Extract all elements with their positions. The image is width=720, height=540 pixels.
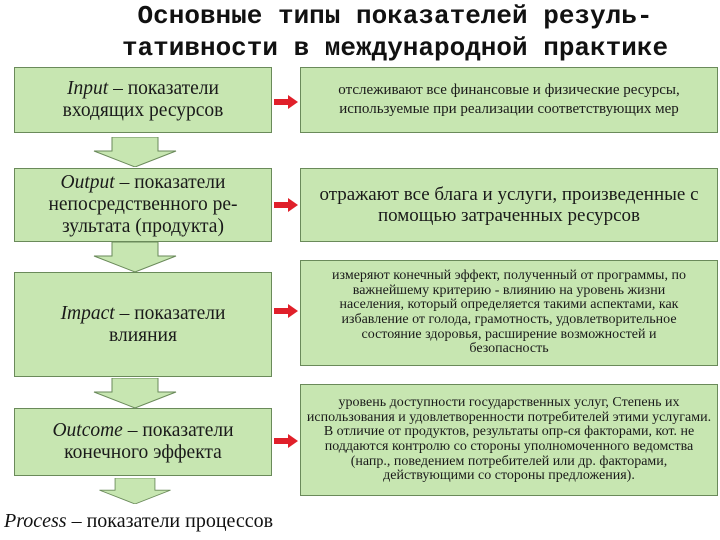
input-label-rest: – показатели xyxy=(108,78,219,99)
arrow-down-icon xyxy=(90,137,180,167)
outcome-box xyxy=(14,408,272,476)
output-box xyxy=(14,168,272,242)
output-description-box xyxy=(300,168,718,242)
title-line-2: тативности в международной практике xyxy=(121,33,669,63)
impact-label-rest: – показатели xyxy=(114,302,226,324)
impact-box xyxy=(14,272,272,377)
input-description: отслеживают все финансовые и физические ресурсы, используемые при реализации соответствующих мер xyxy=(338,82,680,117)
title-line-1: Основные типы показателей резуль- xyxy=(137,1,653,31)
arrow-right-icon xyxy=(274,95,298,109)
outcome-description-box xyxy=(300,384,718,496)
diagram-title xyxy=(70,0,720,64)
impact-description: измеряют конечный эффект, полученный от программы, по важнейшему критерию - влиянию на уровень жизни населения, который определяется такими аспектами, как избавление от голода, грамотность, удовлетворительное состояние здоровья, расширение возможностей и безопасность xyxy=(332,268,686,357)
arrow-down-icon xyxy=(90,378,180,408)
arrow-down-icon xyxy=(90,242,180,272)
output-label-line3: зультата (продукта) xyxy=(62,216,224,237)
process-term: Process xyxy=(4,510,67,532)
output-description: отражают все блага и услуги, произведенные с помощью затраченных ресурсов xyxy=(319,184,699,226)
input-label-line2: входящих ресурсов xyxy=(62,100,224,121)
arrow-down-icon xyxy=(90,478,180,504)
outcome-label-rest: – показатели xyxy=(122,420,234,441)
output-label-rest: – показатели xyxy=(114,172,226,193)
arrow-right-icon xyxy=(274,198,298,212)
arrow-right-icon xyxy=(274,304,298,318)
input-term: Input xyxy=(67,78,109,99)
process-label-rest: – показатели процессов xyxy=(66,510,274,532)
impact-term: Impact xyxy=(60,302,115,324)
input-box xyxy=(14,67,272,133)
output-term: Output xyxy=(60,172,115,193)
process-label xyxy=(4,510,273,533)
output-label-line2: непосредственного ре- xyxy=(48,194,238,215)
outcome-term: Outcome xyxy=(52,420,123,441)
impact-label-line2: влияния xyxy=(109,324,177,346)
arrow-right-icon xyxy=(274,434,298,448)
impact-description-box xyxy=(300,260,718,366)
input-description-box xyxy=(300,67,718,133)
outcome-description: уровень доступности государственных услуг, Степень их использования и удовлетворенности потребителей этими услугами. В отличие от продуктов, результаты опр-ся факторами, кот. не поддаются контролю со стороны уполномоченного ведомства (напр., поведением потребителей или др. факторами, действующими со стороны предложения). xyxy=(306,395,712,484)
outcome-label-line2: конечного эффекта xyxy=(64,442,222,463)
